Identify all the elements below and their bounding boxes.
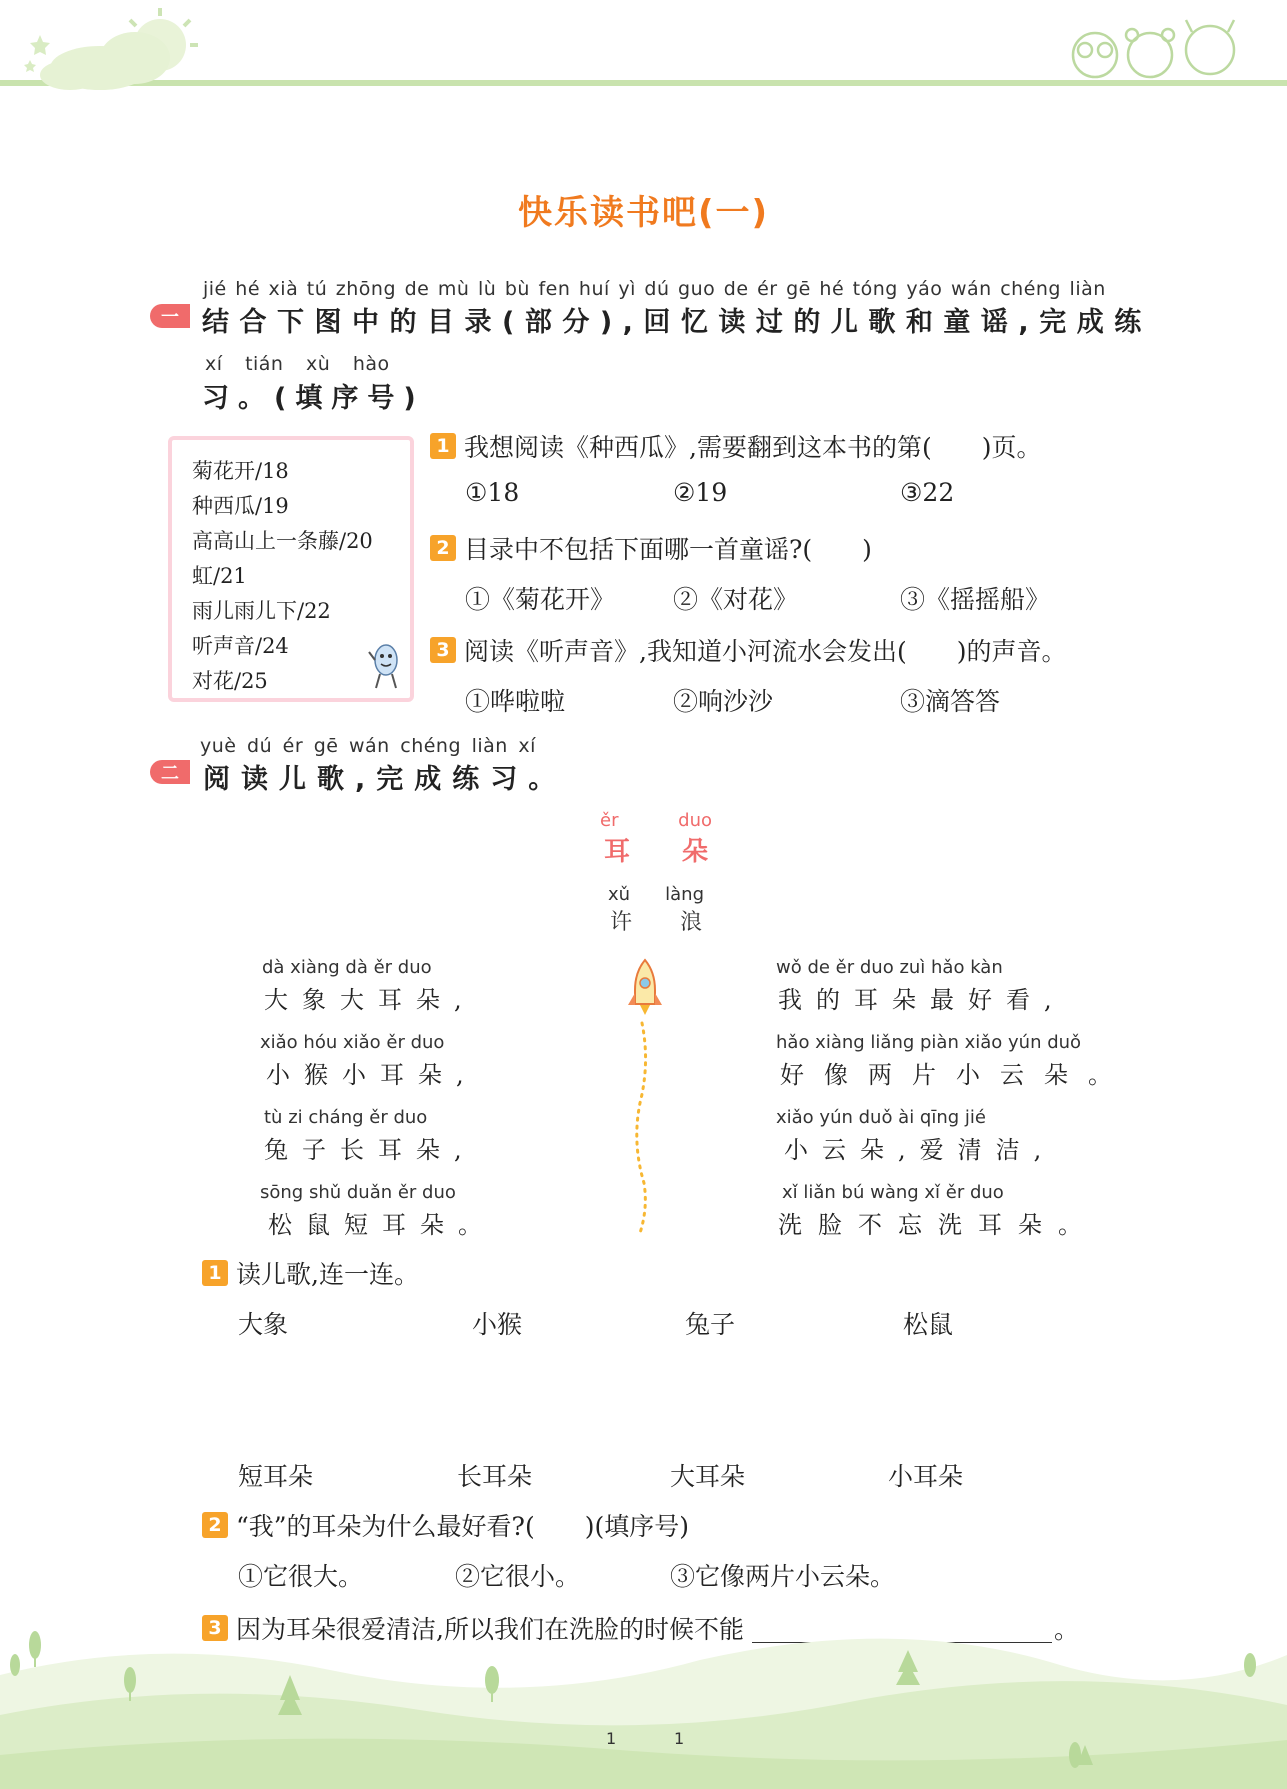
match-item-animal[interactable]: 松鼠 bbox=[903, 1310, 954, 1339]
table-of-contents-box bbox=[168, 436, 414, 702]
poem-author-block bbox=[608, 884, 704, 936]
author-char: 浪 bbox=[679, 910, 702, 935]
option[interactable]: ①18 bbox=[465, 478, 520, 507]
poem-line-pinyin: wǒ de ěr duo zuì hǎo kàn bbox=[776, 957, 1003, 978]
rocket-illustration bbox=[620, 955, 670, 1240]
question-text: “我”的耳朵为什么最好看?( )(填序号) bbox=[236, 1512, 689, 1541]
section1-instruction-line2: 习。(填序号) bbox=[202, 383, 425, 414]
toc-item: 听声音/24 bbox=[192, 634, 289, 658]
poem-line-pinyin: tù zi cháng ěr duo bbox=[264, 1107, 428, 1128]
toc-item: 种西瓜/19 bbox=[192, 494, 289, 518]
question-text: 目录中不包括下面哪一首童谣?( ) bbox=[464, 535, 872, 564]
poem-line-pinyin: xǐ liǎn bú wàng xǐ ěr duo bbox=[782, 1182, 1004, 1203]
option[interactable]: ③22 bbox=[900, 478, 955, 507]
poem-title-block bbox=[600, 810, 712, 868]
toc-item: 雨儿雨儿下/22 bbox=[192, 599, 331, 623]
cartoon-character-icon bbox=[368, 640, 404, 692]
question-text: 读儿歌,连一连。 bbox=[236, 1260, 419, 1289]
match-item-ears[interactable]: 大耳朵 bbox=[670, 1462, 746, 1491]
section-marker-2: 二 bbox=[150, 760, 190, 784]
page-title: 快乐读书吧(一) bbox=[517, 193, 770, 233]
match-item-animal[interactable]: 大象 bbox=[238, 1310, 289, 1339]
question-2-1 bbox=[202, 1255, 419, 1291]
section2-instruction: 阅读儿歌,完成练习。 bbox=[203, 764, 567, 795]
question-number-badge: 3 bbox=[202, 1615, 228, 1641]
poem-title-char: 朵 bbox=[681, 837, 708, 867]
toc-item: 虹/21 bbox=[192, 564, 247, 588]
poem-line: 我的耳朵最好看, bbox=[778, 986, 1066, 1014]
animal-faces-illustration bbox=[1073, 20, 1234, 77]
question-text: 阅读《听声音》,我知道小河流水会发出( )的声音。 bbox=[464, 637, 1067, 666]
poem-line-pinyin: xiǎo yún duǒ ài qīng jié bbox=[776, 1107, 986, 1128]
poem-line: 洗脸不忘洗耳朵。 bbox=[778, 1211, 1098, 1239]
option[interactable]: ③它像两片小云朵。 bbox=[670, 1562, 896, 1591]
page-number: 1 bbox=[606, 1729, 617, 1748]
toc-item: 菊花开/18 bbox=[192, 459, 289, 483]
option[interactable]: ①哗啦啦 bbox=[465, 687, 566, 716]
question-number-badge: 2 bbox=[202, 1512, 228, 1538]
match-item-animal[interactable]: 小猴 bbox=[472, 1310, 523, 1339]
poem-title-pinyin: ěr bbox=[600, 810, 619, 831]
option[interactable]: ①《菊花开》 bbox=[465, 585, 616, 614]
footer-landscape-decoration bbox=[0, 1615, 1287, 1789]
poem-line-pinyin: sōng shǔ duǎn ěr duo bbox=[260, 1182, 456, 1203]
option[interactable]: ②响沙沙 bbox=[673, 687, 774, 716]
poem-line: 松鼠短耳朵。 bbox=[268, 1211, 496, 1239]
question-number-badge: 3 bbox=[430, 637, 456, 663]
section-marker-1: 一 bbox=[150, 304, 190, 328]
match-item-ears[interactable]: 短耳朵 bbox=[238, 1462, 314, 1491]
poem-line: 大象大耳朵, bbox=[264, 986, 476, 1014]
section1-pinyin-line1: jié hé xià tú zhōng de mù lù bù fen huí yì dú guo de ér gē hé tóng yáo wán chéng liàn bbox=[203, 278, 1106, 300]
poem-line-pinyin: hǎo xiàng liǎng piàn xiǎo yún duǒ bbox=[776, 1032, 1082, 1053]
option[interactable]: ①它很大。 bbox=[238, 1562, 364, 1591]
sun-cloud-illustration bbox=[24, 8, 198, 90]
match-item-animal[interactable]: 兔子 bbox=[685, 1310, 736, 1339]
author-pinyin: làng bbox=[665, 884, 704, 905]
poem-line: 兔子长耳朵, bbox=[264, 1136, 476, 1164]
section1-instruction-line1: 结合下图中的目录(部分),回忆读过的儿歌和童谣,完成练 bbox=[202, 307, 1152, 338]
question-number-badge: 1 bbox=[202, 1260, 228, 1286]
poem-line: 小猴小耳朵, bbox=[266, 1061, 478, 1089]
match-item-ears[interactable]: 小耳朵 bbox=[888, 1462, 964, 1491]
option[interactable]: ③《摇摇船》 bbox=[900, 585, 1051, 614]
author-pinyin: xǔ bbox=[608, 884, 631, 905]
author-char: 许 bbox=[610, 910, 633, 935]
poem-line-pinyin: xiǎo hóu xiǎo ěr duo bbox=[260, 1032, 445, 1053]
question-1-3 bbox=[430, 632, 1066, 668]
option[interactable]: ②19 bbox=[673, 478, 728, 507]
question-2-2 bbox=[202, 1507, 689, 1543]
question-number-badge: 2 bbox=[430, 535, 456, 561]
question-number-badge: 1 bbox=[430, 433, 456, 459]
toc-item: 高高山上一条藤/20 bbox=[192, 529, 373, 553]
poem-line: 小云朵,爱清洁, bbox=[784, 1136, 1056, 1164]
option[interactable]: ③滴答答 bbox=[900, 687, 1001, 716]
section1-pinyin-line2: xí tián xù hào bbox=[205, 353, 390, 375]
question-1-1 bbox=[430, 428, 1041, 464]
poem-title-char: 耳 bbox=[604, 837, 631, 867]
option[interactable]: ②它很小。 bbox=[455, 1562, 581, 1591]
option[interactable]: ②《对花》 bbox=[673, 585, 799, 614]
poem-line-pinyin: dà xiàng dà ěr duo bbox=[262, 957, 432, 978]
toc-item: 对花/25 bbox=[192, 669, 268, 693]
page-number: 1 bbox=[674, 1729, 685, 1748]
poem-line: 好像两片小云朵。 bbox=[780, 1061, 1132, 1089]
question-1-2 bbox=[430, 530, 872, 566]
match-item-ears[interactable]: 长耳朵 bbox=[457, 1462, 533, 1491]
section2-pinyin: yuè dú ér gē wán chéng liàn xí bbox=[200, 735, 536, 757]
poem-title-pinyin: duo bbox=[678, 810, 712, 831]
question-text: 因为耳朵很爱清洁,所以我们在洗脸的时候不能 bbox=[236, 1615, 744, 1644]
period: 。 bbox=[1053, 1615, 1079, 1644]
header-decoration bbox=[0, 0, 1287, 110]
question-text: 我想阅读《种西瓜》,需要翻到这本书的第( )页。 bbox=[464, 433, 1042, 462]
